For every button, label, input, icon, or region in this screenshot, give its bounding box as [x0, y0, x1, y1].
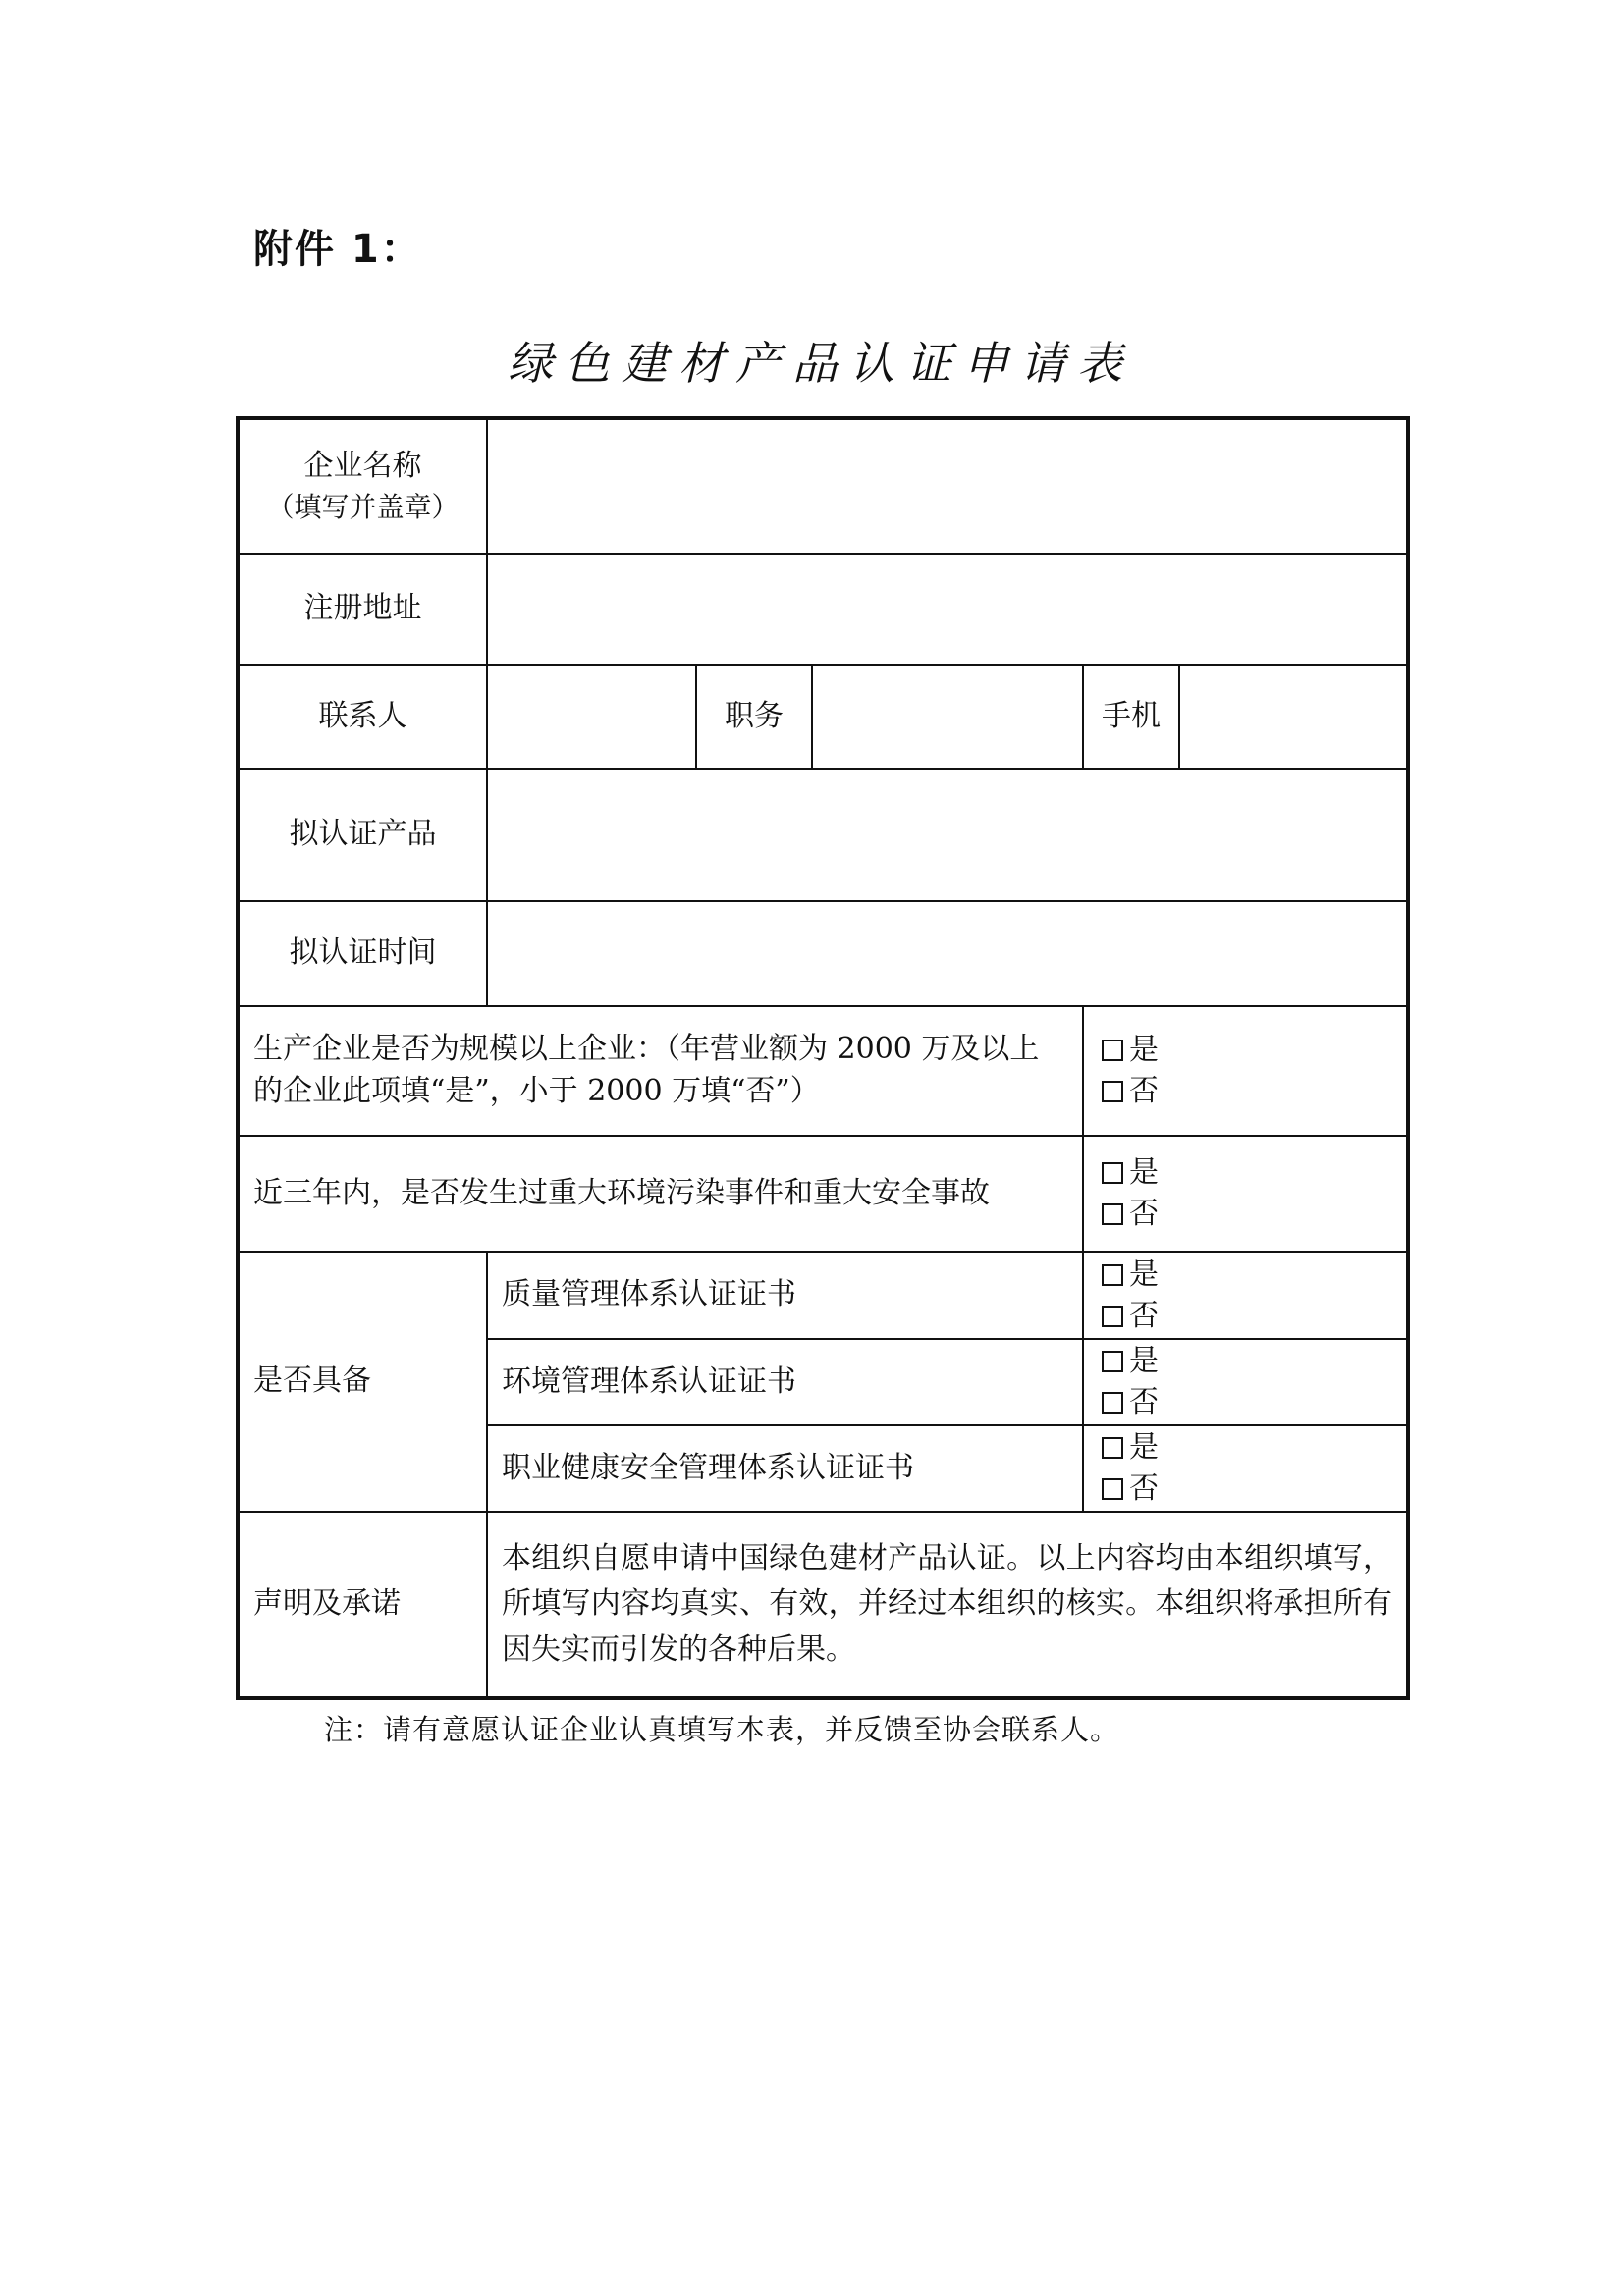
mobile-label: 手机 [1083, 665, 1179, 769]
checkbox[interactable] [1102, 1351, 1123, 1372]
row-time [238, 901, 1408, 1006]
contact-field[interactable] [487, 665, 696, 769]
no-option[interactable] [1102, 1194, 1392, 1235]
product-field[interactable] [487, 769, 1408, 901]
time-field[interactable] [487, 901, 1408, 1006]
no-option[interactable] [1102, 1382, 1392, 1423]
yes-label: 是 [1129, 1344, 1159, 1378]
yes-option[interactable] [1102, 1152, 1392, 1194]
certificate-ohs-yes-no [1083, 1425, 1408, 1512]
form-title: 绿色建材产品认证申请表 [508, 337, 1134, 390]
row-product [238, 769, 1408, 901]
company-name-label-cell [238, 418, 487, 554]
company-name-sublabel: （填写并盖章） [266, 490, 460, 523]
company-name-field[interactable] [487, 418, 1408, 554]
certificates-label: 是否具备 [238, 1252, 487, 1512]
certificate-environment-yes-no [1083, 1339, 1408, 1425]
no-label: 否 [1129, 1298, 1159, 1333]
row-registered-address [238, 554, 1408, 665]
row-scale-question [238, 1006, 1408, 1136]
checkbox[interactable] [1102, 1392, 1123, 1414]
row-contact [238, 665, 1408, 769]
registered-address-label: 注册地址 [238, 554, 487, 665]
scale-question-text: 生产企业是否为规模以上企业：（年营业额为 2000 万及以上的企业此项填“是”，小于 2000 万填“否”） [238, 1006, 1083, 1136]
no-label: 否 [1129, 1074, 1159, 1108]
row-certificate-quality [238, 1252, 1408, 1339]
position-field[interactable] [812, 665, 1083, 769]
no-label: 否 [1129, 1471, 1159, 1506]
yes-option[interactable] [1102, 1341, 1392, 1382]
declaration-text: 本组织自愿申请中国绿色建材产品认证。以上内容均由本组织填写，所填写内容均真实、有效，并经过本组织的核实。本组织将承担所有因失实而引发的各种后果。 [487, 1512, 1408, 1698]
contact-label: 联系人 [238, 665, 487, 769]
position-label: 职务 [696, 665, 812, 769]
no-option[interactable] [1102, 1071, 1392, 1112]
checkbox[interactable] [1102, 1040, 1123, 1061]
footnote: 注：请有意愿认证企业认真填写本表，并反馈至协会联系人。 [324, 1713, 1120, 1746]
checkbox[interactable] [1102, 1306, 1123, 1327]
row-declaration [238, 1512, 1408, 1698]
registered-address-field[interactable] [487, 554, 1408, 665]
yes-label: 是 [1129, 1033, 1159, 1067]
certificate-environment-label: 环境管理体系认证证书 [487, 1339, 1083, 1425]
certificate-quality-label: 质量管理体系认证证书 [487, 1252, 1083, 1339]
declaration-label: 声明及承诺 [238, 1512, 487, 1698]
product-label: 拟认证产品 [238, 769, 487, 901]
accident-yes-no [1083, 1136, 1408, 1252]
row-accident-question [238, 1136, 1408, 1252]
company-name-label: 企业名称 [303, 449, 422, 484]
attachment-label: 附件 1： [253, 227, 422, 272]
yes-label: 是 [1129, 1430, 1159, 1465]
no-label: 否 [1129, 1385, 1159, 1419]
application-form-table [236, 416, 1410, 1700]
checkbox[interactable] [1102, 1478, 1123, 1500]
no-option[interactable] [1102, 1468, 1392, 1510]
checkbox[interactable] [1102, 1081, 1123, 1102]
yes-label: 是 [1129, 1155, 1159, 1190]
yes-option[interactable] [1102, 1255, 1392, 1296]
time-label: 拟认证时间 [238, 901, 487, 1006]
no-label: 否 [1129, 1197, 1159, 1231]
checkbox[interactable] [1102, 1162, 1123, 1184]
row-company-name [238, 418, 1408, 554]
no-option[interactable] [1102, 1296, 1392, 1337]
yes-label: 是 [1129, 1256, 1159, 1292]
yes-option[interactable] [1102, 1427, 1392, 1468]
accident-question-text: 近三年内，是否发生过重大环境污染事件和重大安全事故 [238, 1136, 1083, 1252]
mobile-field[interactable] [1179, 665, 1408, 769]
certificate-ohs-label: 职业健康安全管理体系认证证书 [487, 1425, 1083, 1512]
checkbox[interactable] [1102, 1437, 1123, 1459]
checkbox[interactable] [1102, 1264, 1123, 1286]
scale-yes-no [1083, 1006, 1408, 1136]
certificate-quality-yes-no [1083, 1252, 1408, 1339]
yes-option[interactable] [1102, 1030, 1392, 1071]
checkbox[interactable] [1102, 1203, 1123, 1225]
